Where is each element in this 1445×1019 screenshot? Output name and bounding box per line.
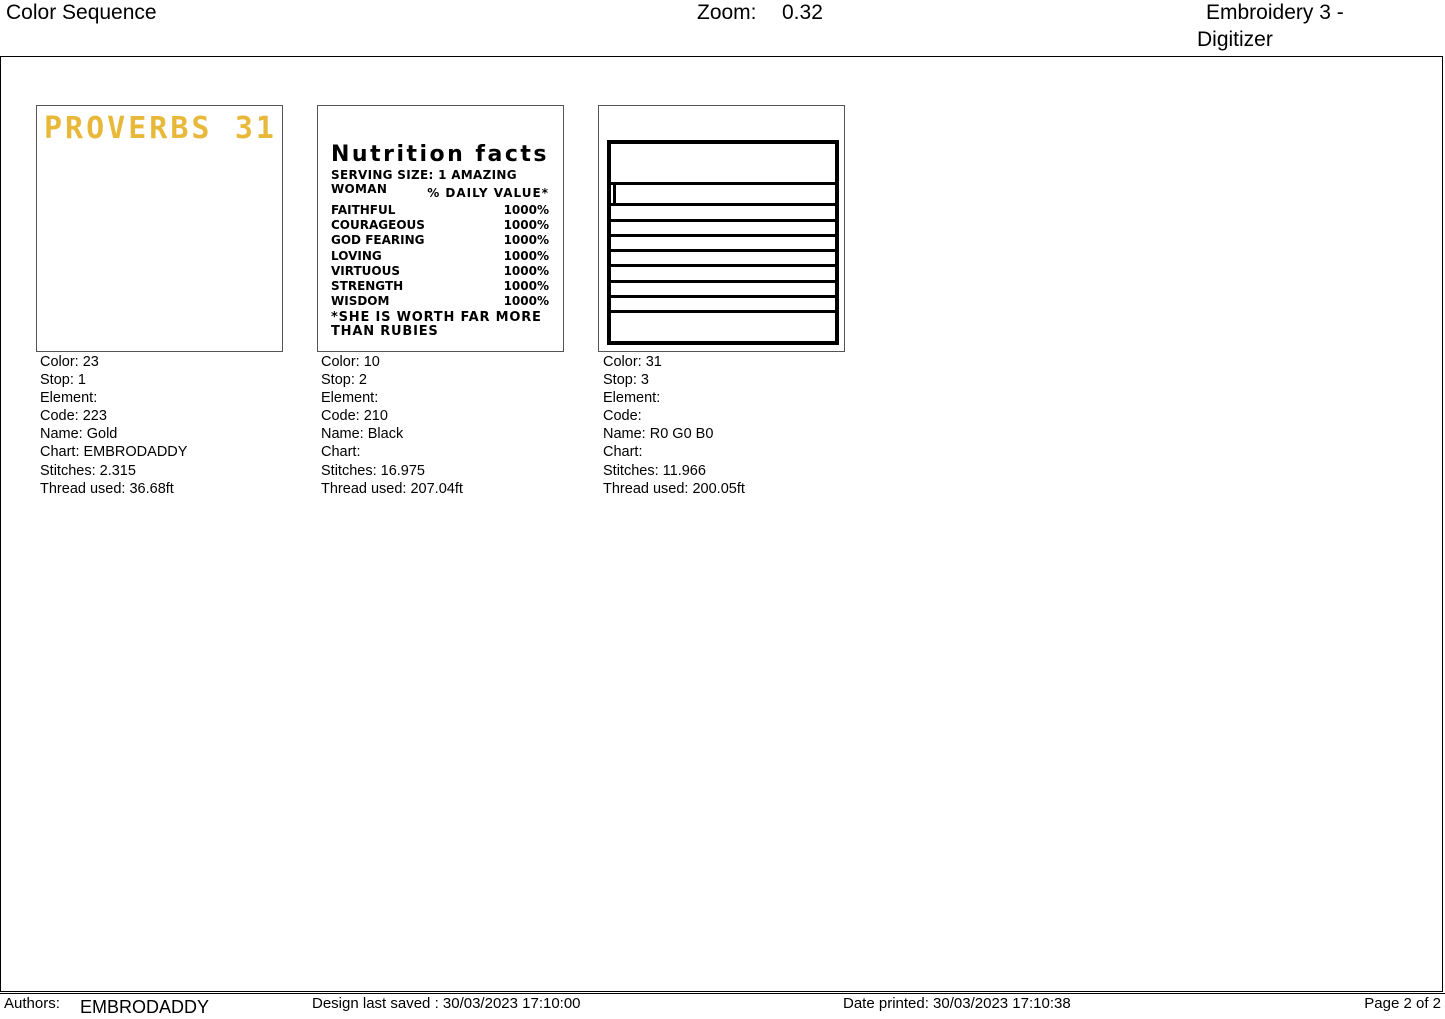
info-stop: Stop: 1 [40, 372, 86, 389]
date-printed: Date printed: 30/03/2023 17:10:38 [843, 995, 1071, 1012]
color-thumbnail-3 [598, 105, 845, 352]
info-stitches: Stitches: 11.966 [603, 462, 706, 479]
info-code: Code: [603, 408, 642, 425]
proverbs-word: PROVERBS [44, 111, 213, 146]
info-stop: Stop: 2 [321, 372, 367, 389]
row-label: WISDOM [331, 294, 390, 309]
table-rule [611, 264, 835, 267]
row-label: COURAGEOUS [331, 218, 425, 233]
row-label: GOD FEARING [331, 233, 425, 248]
design-last-saved: Design last saved : 30/03/2023 17:10:00 [312, 995, 581, 1012]
info-name: Name: Black [321, 426, 404, 443]
table-outline [607, 140, 839, 345]
footer-rule [0, 993, 1445, 994]
authors-label: Authors: [4, 995, 60, 1012]
info-thread: Thread used: 36.68ft [40, 480, 174, 497]
info-code: Code: 223 [40, 408, 107, 425]
info-element: Element: [321, 390, 379, 407]
row-label: FAITHFUL [331, 203, 396, 217]
color-info-1 [40, 353, 187, 498]
color-info-2 [321, 353, 463, 498]
row-value: 1000% [503, 294, 549, 309]
table-rule [611, 310, 835, 313]
row-label: VIRTUOUS [331, 263, 400, 278]
info-color: Color: 10 [321, 354, 380, 370]
nutrition-title-right: facts [475, 142, 549, 167]
table-rule [611, 219, 835, 222]
nutrition-row [331, 264, 549, 279]
info-stop: Stop: 3 [603, 372, 649, 389]
row-value: 1000% [503, 248, 549, 263]
proverbs-number: 31 [234, 111, 277, 146]
table-rule [611, 234, 835, 237]
daily-value: % DAILY VALUE* [427, 186, 549, 200]
table-rule [611, 182, 835, 185]
zoom-value: 0.32 [782, 1, 823, 24]
table-rule [611, 203, 835, 206]
info-stitches: Stitches: 2.315 [40, 462, 136, 479]
info-color: Color: 31 [603, 354, 662, 370]
app-name-line1: Embroidery 3 - [1206, 1, 1344, 24]
nutrition-row [331, 279, 549, 294]
row-value: 1000% [503, 218, 549, 233]
info-thread: Thread used: 207.04ft [321, 480, 463, 497]
info-stitches: Stitches: 16.975 [321, 462, 425, 479]
info-code: Code: 210 [321, 408, 388, 425]
nutrition-row [331, 233, 549, 248]
info-color: Color: 23 [40, 354, 99, 370]
authors-value: EMBRODADDY [80, 997, 210, 1017]
row-value: 1000% [503, 278, 549, 293]
nutrition-title-left: Nutrition [331, 142, 466, 167]
page-number: Page 2 of 2 [1364, 995, 1441, 1012]
nutrition-title [331, 142, 549, 167]
info-thread: Thread used: 200.05ft [603, 480, 745, 497]
table-rule [611, 280, 835, 283]
row-value: 1000% [503, 233, 549, 248]
footnote-line-1: *SHE IS WORTH FAR MORE [331, 310, 542, 325]
proverbs-design [44, 111, 277, 146]
row-value: 1000% [503, 203, 549, 217]
nutrition-row [331, 249, 549, 264]
info-element: Element: [603, 390, 661, 407]
nutrition-row [331, 218, 549, 233]
nutrition-row [331, 294, 549, 309]
row-label: STRENGTH [331, 278, 404, 293]
serving-size: SERVING SIZE: 1 AMAZING WOMAN [331, 168, 517, 196]
color-thumbnail-2 [317, 105, 564, 352]
nutrition-rows [331, 203, 549, 309]
row-label: LOVING [331, 248, 382, 263]
info-name: Name: Gold [40, 426, 118, 443]
page-title: Color Sequence [6, 1, 157, 24]
row-value: 1000% [503, 263, 549, 278]
table-rule [611, 295, 835, 298]
table-rule [611, 249, 835, 252]
info-element: Element: [40, 390, 98, 407]
color-info-3 [603, 353, 745, 498]
info-chart: Chart: [321, 444, 361, 461]
nutrition-row [331, 203, 549, 218]
footnote-line-2: THAN RUBIES [331, 324, 439, 339]
nutrition-footnote [331, 311, 549, 339]
table-tick [613, 185, 616, 203]
zoom-label: Zoom: [697, 1, 757, 24]
info-chart: Chart: [603, 444, 643, 461]
info-name: Name: R0 G0 B0 [603, 426, 714, 443]
app-name-line2: Digitizer [1197, 28, 1273, 51]
color-thumbnail-1 [36, 105, 283, 352]
info-chart: Chart: EMBRODADDY [40, 444, 188, 461]
